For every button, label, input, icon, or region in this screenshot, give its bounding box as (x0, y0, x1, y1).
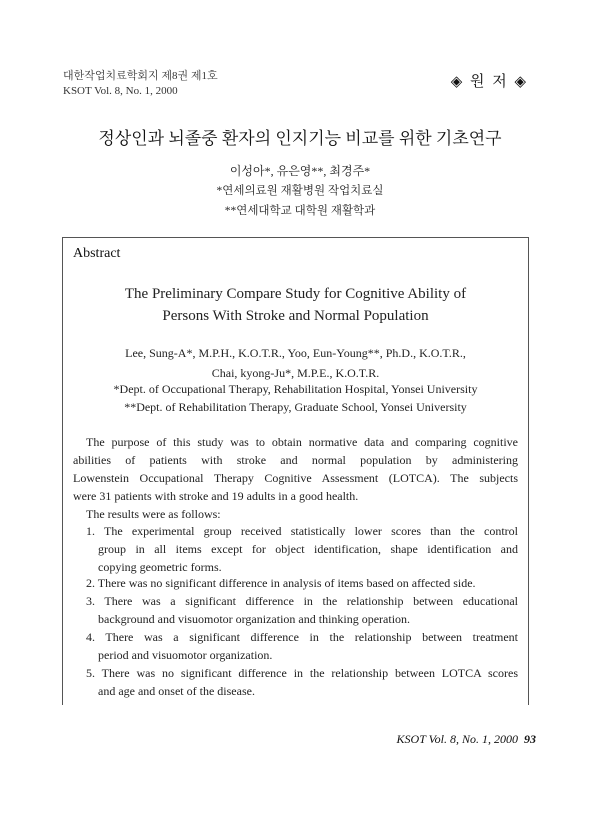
journal-name-korean: 대한작업치료학회지 제8권 제1호 (63, 70, 218, 82)
authors-english-line-1: Lee, Sung-A*, M.P.H., K.O.T.R., Yoo, Eun-Young**, Ph.D., K.O.T.R., (125, 346, 466, 360)
abstract-intro-paragraph (73, 433, 518, 505)
title-english-line-1: The Preliminary Compare Study for Cognitive Ability of (124, 286, 467, 302)
title-english-line-2: Persons With Stroke and Normal Population (162, 308, 429, 324)
result-item-4: 4. There was a significant difference in the relationship between treatment period and visuomotor organization. (86, 630, 518, 662)
affiliation-korean-1: *연세의료원 재활병원 작업치료실 (216, 185, 384, 197)
authors-korean: 이성아*, 유은영**, 최경주* (229, 164, 371, 178)
result-item-2: 2. There was no significant difference in analysis of items based on affected side. (86, 576, 476, 590)
title-korean: 정상인과 뇌졸중 환자의 인지기능 비교를 위한 기초연구 (98, 129, 502, 148)
page-number: 93 (524, 732, 536, 746)
intro-line: The purpose of this study was to obtain normative data and comparing cognitive (86, 435, 518, 449)
affiliation-english-2: **Dept. of Rehabilitation Therapy, Graduate School, Yonsei University (124, 400, 467, 414)
intro-line: abilities of patients with stroke and normal population by administering (73, 453, 518, 467)
result-item-5: 5. There was no significant difference in the relationship between LOTCA scores and age and onset of the disease. (86, 666, 518, 698)
result-item-3: 3. There was a significant difference in the relationship between educational background and visuomotor organization and thinking operation. (86, 594, 518, 626)
intro-line: were 31 patients with stroke and 19 adults in a good health. (73, 489, 359, 503)
affiliation-korean-2: **연세대학교 대학원 재활학과 (224, 205, 376, 217)
intro-line: Lowenstein Occupational Therapy Cognitive Assessment (LOTCA). The subjects (73, 471, 518, 485)
abstract-heading: Abstract (73, 246, 121, 261)
results-lead: The results were as follows: (86, 507, 221, 521)
footer-journal: KSOT Vol. 8, No. 1, 2000 (396, 732, 518, 746)
affiliation-english-1: *Dept. of Occupational Therapy, Rehabilitation Hospital, Yonsei University (113, 382, 478, 396)
authors-english-line-2: Chai, kyong-Ju*, M.P.E., K.O.T.R. (211, 366, 380, 380)
result-item-1: 1. The experimental group received statistically lower scores than the control group in all items except for object identification, shape identification and copying geometric forms. (86, 524, 518, 574)
page-footer (397, 732, 536, 747)
article-type-badge: ◈ 원 저 ◈ (450, 74, 528, 90)
journal-name-english: KSOT Vol. 8, No. 1, 2000 (63, 85, 178, 97)
